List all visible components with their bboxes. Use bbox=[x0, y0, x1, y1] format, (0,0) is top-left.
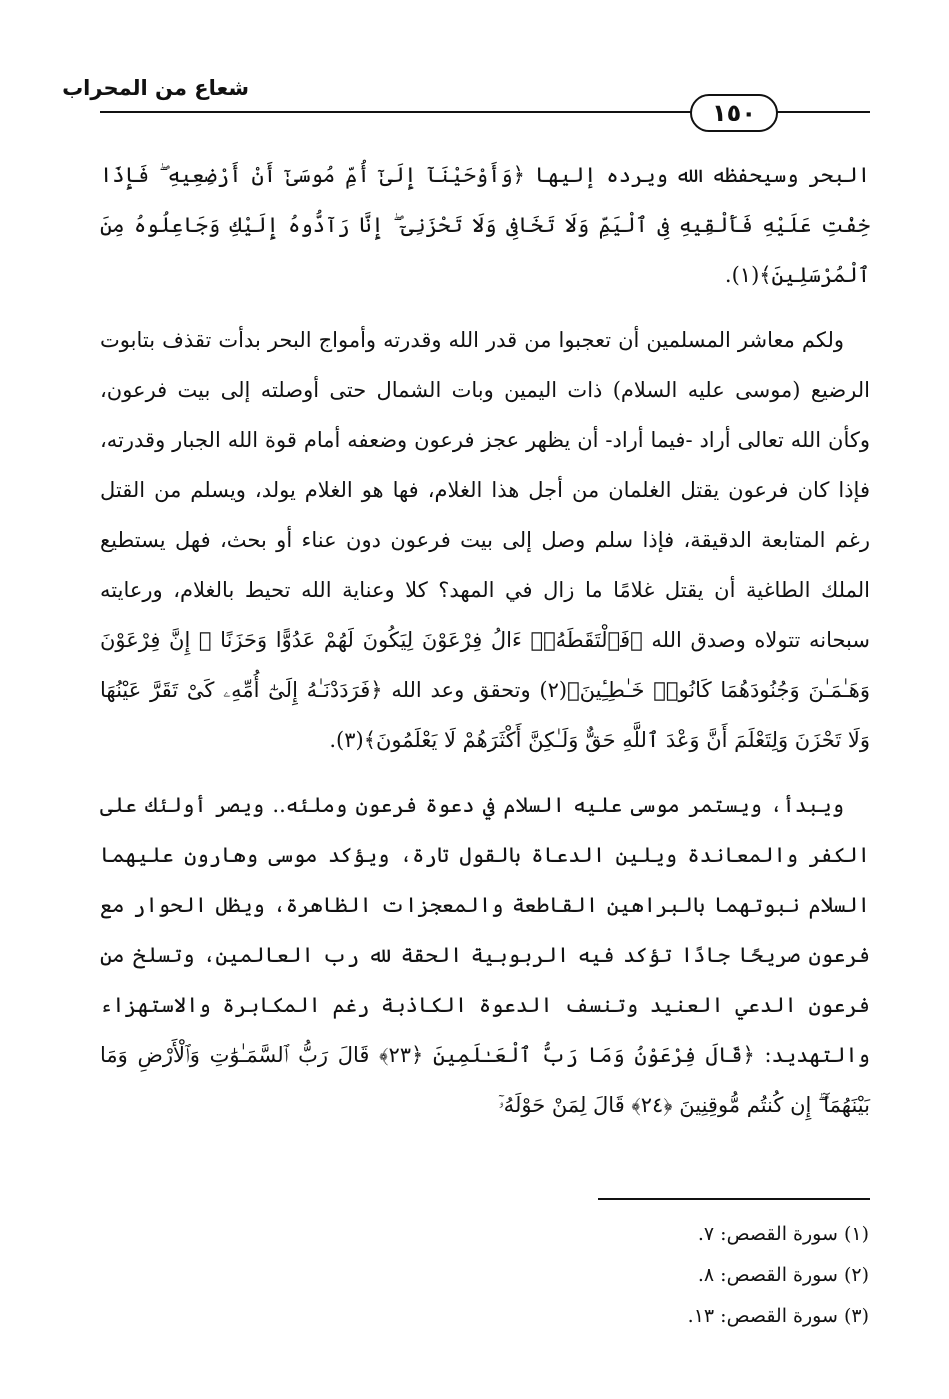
page-number-badge: ١٥٠ bbox=[690, 94, 778, 132]
paragraph: ويبدأ، ويستمر موسى عليه السلام في دعوة فرعون وملئه.. ويصر أولئك على الكفر والمعاندة ويلين الدعاة بالقول تارة، ويؤكد موسى وهارون عليهما السلام نبوتهما بالبراهين القاطعة والمعجزات الظاهرة، ويظل الحوار مع فرعون صريحًا جادًا تؤكد فيه الربوبية الحقة لله رب العالمين، وتسلخ من فرعون الدعي العنيد وتنسف الدعوة الكاذبة رغم المكابرة والاستهزاء والتهديد: ﴿قَالَ فِرْعَوْنُ وَمَا رَبُّ ٱلْعَـٰلَمِينَ ﴿٢٣﴾ قَالَ رَبُّ ٱلسَّمَـٰوَٰتِ وَٱلْأَرْضِ وَمَا بَيْنَهُمَآ ۖ إِن كُنتُم مُّوقِنِينَ ﴿٢٤﴾ قَالَ لِمَنْ حَوْلَهُۥٓ bbox=[100, 793, 870, 1117]
footnote: (٣) سورة القصص: ١٣. bbox=[687, 1305, 869, 1327]
paragraph: البحر وسيحفظه الله ويرده إليها ﴿وَأَوْحَيْنَآ إِلَىٰٓ أُمِّ مُوسَىٰٓ أَنْ أَرْضِعِيهِ ۖ فَإِذَا خِفْتِ عَلَيْهِ فَأَلْقِيهِ فِى ٱلْيَمِّ وَلَا تَخَافِى وَلَا تَحْزَنِىٓ ۖ إِنَّا رَآدُّوهُ إِلَيْكِ وَجَاعِلُوهُ مِنَ ٱلْمُرْسَلِينَ﴾(١). bbox=[100, 163, 870, 287]
footnote: (٢) سورة القصص: ٨. bbox=[697, 1264, 869, 1286]
footnote: (١) سورة القصص: ٧. bbox=[697, 1223, 869, 1245]
running-header-title: شعاع من المحراب bbox=[62, 76, 249, 100]
paragraph: ولكم معاشر المسلمين أن تعجبوا من قدر الله وقدرته وأمواج البحر بدأت تقذف بتابوت الرضيع (موسى عليه السلام) ذات اليمين وبات الشمال حتى أوصلته إلى بيت فرعون، وكأن الله تعالى أراد -فيما أراد- أن يظهر عجز فرعون وضعفه أمام قوة الله الجبار وقدرته، فإذا كان فرعون يقتل الغلمان من أجل هذا الغلام، فها هو الغلام يولد، ويسلم من القتل رغم المتابعة الدقيقة، فإذا سلم وصل إلى بيت فرعون دون عناء أو بحث، فهل يستطيع الملك الطاغية أن يقتل غلامًا ما زال في المهد؟ كلا وعناية الله تحيط بالغلام، ورعايته سبحانه تتولاه وصدق الله ﴿فَٱلْتَقَطَهُۥٓ ءَالُ فِرْعَوْنَ لِيَكُونَ لَهُمْ عَدُوًّا وَحَزَنًا ۗ إِنَّ فِرْعَوْنَ وَهَـٰمَـٰنَ وَجُنُودَهُمَا كَانُوا۟ خَـٰطِـِٔينَ﴾(٢) وتحقق وعد الله ﴿فَرَدَدْنَـٰهُ إِلَىٰٓ أُمِّهِۦ كَىْ تَقَرَّ عَيْنُهَا وَلَا تَحْزَنَ وَلِتَعْلَمَ أَنَّ وَعْدَ ٱللَّهِ حَقٌّ وَلَـٰكِنَّ أَكْثَرَهُمْ لَا يَعْلَمُونَ﴾(٣). bbox=[100, 328, 871, 752]
body-text bbox=[100, 150, 870, 1145]
footnotes bbox=[469, 1214, 869, 1337]
footnote-separator bbox=[598, 1198, 870, 1200]
